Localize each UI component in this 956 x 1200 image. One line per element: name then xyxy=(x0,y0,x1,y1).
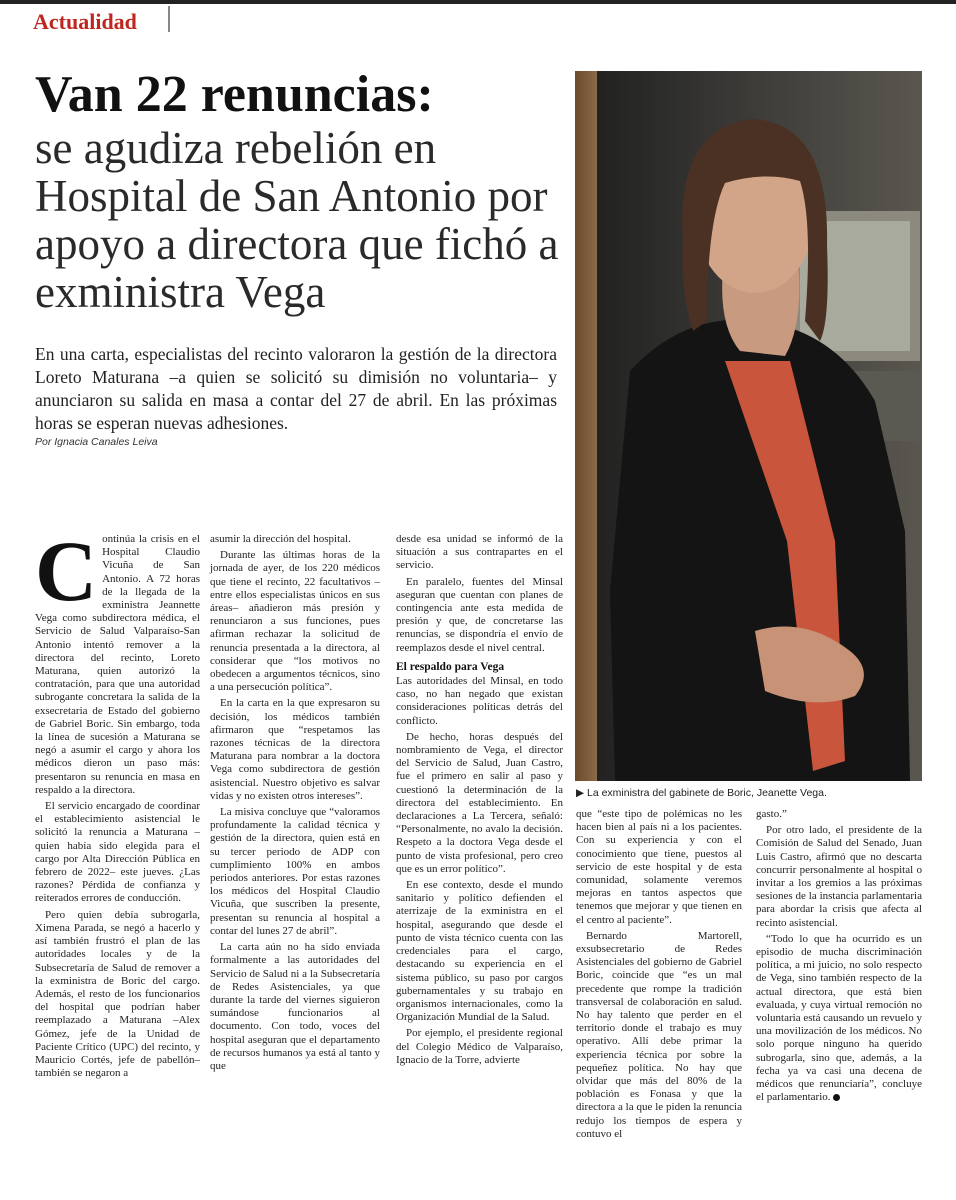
subhead: El respaldo para Vega xyxy=(396,660,505,673)
body-paragraph: En la carta en la que expresaron su decisión, los médicos también afirmaron que “respetamos las razones técnicas de la directora Maturana para nombrar a la doctora Vega como subdirectora de gestión asistencial. Nuestro objetivo es salvar vidas y no existen otros intereses”. xyxy=(210,697,380,802)
body-paragraph: Durante las últimas horas de la jornada de ayer, de los 220 médicos que tiene el recinto, 22 facultativos –entre ellos especialistas únicos en sus áreas– añadieron más presión y renunciaron a sus funciones, pues afirman rechazar la solicitud de renuncia presentada a la directora, al considerar que “los motivos no obedecen a argumentos técnicos, sino a una persecución política”. xyxy=(210,549,380,694)
headline-rest: se agudiza rebelión en Hospital de San Antonio por apoyo a directora que fichó a exministra Vega xyxy=(35,123,559,317)
body-paragraph: Por otro lado, el presidente de la Comisión de Salud del Senado, Juan Luis Castro, afirmó que no descarta concurrir personalmente al hospital o invitar a los gremios a las próximas sesiones de la instancia parlamentaria para abordar la crisis que afecta al recinto asistencial. xyxy=(756,824,922,929)
body-paragraph: La misiva concluye que “valoramos profundamente la calidad técnica y gestión de la directora, quien está en su tercer periodo de ADP con cumplimiento 100% en ambos periodos anteriores. Por estas razones los médicos del Hospital Claudio Vicuña, que suscriben la presente, presentan su renuncia al hospital a contar del lunes 27 de abril”. xyxy=(210,806,380,937)
body-paragraph: Pero quien debía subrogarla, Ximena Parada, se negó a hacerlo y así también frustró el plan de las autoridades locales y de la Subsecretaría de Salud de remover a la exministra de Boric del cargo. Además, el resto de los funcionarios del hospital que podrían haber reemplazado a Maturana –Alex Gómez, jefe de la Unidad de Paciente Crítico (UPC) del recinto, y Mauricio Cortés, jefe de pabellón– también se negaron a xyxy=(35,908,200,1080)
standfirst: En una carta, especialistas del recinto valoraron la gestión de la directora Loreto Maturana –a quien se solicitó su dimisión no voluntaria– y anunciaron su salida en masa a contar del 27 de abril. En las próximas horas se esperan nuevas adhesiones. xyxy=(35,344,557,433)
body-paragraph: que “este tipo de polémicas no les hacen bien al país ni a los pacientes. Con su experiencia y con el conocimiento que tiene, puestos al servicio de este hospital y de esta comunidad, solamente veremos mejoras en tantos aspectos que tenemos que mejorar y que tienen en el centro al paciente”. xyxy=(576,808,742,926)
article-column-1 xyxy=(35,523,200,1083)
article-column-5 xyxy=(756,808,922,1107)
photo-caption: ▶ La exministra del gabinete de Boric, Jeanette Vega. xyxy=(576,787,827,799)
headline-lead: Van 22 renuncias: xyxy=(35,66,434,123)
headline xyxy=(35,66,575,316)
body-paragraph: En paralelo, fuentes del Minsal aseguran que cuentan con planes de contingencia ante esta medida de presión y que, de concretarse las renuncias, se dispondría el envío de reemplazos desde el nivel central. xyxy=(396,575,563,654)
portrait-illustration xyxy=(575,71,922,781)
article-column-3 xyxy=(396,533,563,1070)
body-paragraph: El servicio encargado de coordinar el establecimiento asistencial le solicitó la renuncia a Maturana –quien había sido elegida para el cargo por Alta Dirección Pública en febrero de 2022– este jueves. ¿Las razones? Pérdida de confianza y reiterados errores de conducción. xyxy=(35,800,200,905)
body-paragraph: La carta aún no ha sido enviada formalmente a las autoridades del Servicio de Salud ni a la Subsecretaría de Redes Asistenciales, ya que durante la tarde del viernes siguieron sumándose funcionarios al documento. Con todo, voces del hospital aseguran que el departamento de recursos humanos ya está al tanto y que xyxy=(210,941,380,1072)
body-paragraph: Las autoridades del Minsal, en todo caso, no han negado que existan consideraciones políticas detrás del conflicto. xyxy=(396,675,563,727)
body-paragraph: Por ejemplo, el presidente regional del Colegio Médico de Valparaíso, Ignacio de la Torre, advierte xyxy=(396,1027,563,1066)
portrait-photo xyxy=(575,71,922,781)
article-column-2 xyxy=(210,533,380,1076)
dropcap: C xyxy=(35,523,98,619)
body-paragraph: Continúa la crisis en el Hospital Claudio Vicuña de San Antonio. A 72 horas de la llegada de la exministra Jeannette Vega como subdirectora médica, el Servicio de Salud Valparaíso-San Antonio intentó remover a la directora del recinto, Loreto Maturana, quien autorizó la contratación, para que una autoridad subrogante concretara la salida de la exsecretaria de Estado del gobierno de Gabriel Boric. Sin embargo, toda la línea de sucesión a Maturana se negó a asumir el cargo y ahora los médicos dieron un paso más: presentaron su renuncia en masa en respaldo a la directora. xyxy=(35,523,200,796)
body-paragraph: Bernardo Martorell, exsubsecretario de Redes Asistenciales del gobierno de Gabriel Boric, coincide que “es un mal precedente que rompe la tradición transversal de colaboración en salud. No hay talento que perder en el territorio donde el trabajo es muy operativo. Allí debe primar la experiencia técnica por sobre la pequeñez política. No hay que olvidar que más del 80% de la población es Fonasa y que la directora a la que le piden la renuncia redujo los tiempos de espera y contuvo el xyxy=(576,929,742,1140)
body-paragraph: desde esa unidad se informó de la situación a sus contrapartes en el servicio. xyxy=(396,533,563,572)
byline: Por Ignacia Canales Leiva xyxy=(35,436,158,448)
body-paragraph: De hecho, horas después del nombramiento de Vega, el director del Servicio de Salud, Juan Castro, fue el primero en salir al paso y cuestionó la determinación de la directora del establecimiento. En declaraciones a La Tercera, señaló: “Personalmente, no avalo la decisión. Respeto a la doctora Vega desde el punto de vista profesional, pero creo que es un error político”. xyxy=(396,730,563,875)
end-mark-icon xyxy=(833,1094,840,1101)
article-column-4 xyxy=(576,808,742,1144)
body-paragraph: asumir la dirección del hospital. xyxy=(210,533,351,545)
section-divider xyxy=(168,6,170,32)
top-rule xyxy=(0,0,956,4)
body-paragraph: gasto.” xyxy=(756,808,787,820)
body-paragraph: “Todo lo que ha ocurrido es un episodio de mucha discriminación política, a mi juicio, no solo respecto de Vega, sino también respecto de la actual directora, que está bien evaluada, y cuya virtual remoción no voluntaria está causando un revuelo y una movilización de los médicos. No solo porque ninguno ha querido subrogarla, sino que, además, a la fecha ya va casi una decena de médicos que renunciaría”, concluye el parlamentario. xyxy=(756,932,922,1104)
section-label: Actualidad xyxy=(33,9,137,34)
body-paragraph: En ese contexto, desde el mundo sanitario y político defienden el aterrizaje de la exministra en el hospital, asegurando que desde el punto de vista técnico cuenta con las credenciales para el cargo, destacando su experiencia en el sistema público, su paso por cargos gubernamentales y su trabajo en organismos internacionales, como la Organización Mundial de la Salud. xyxy=(396,879,563,1024)
